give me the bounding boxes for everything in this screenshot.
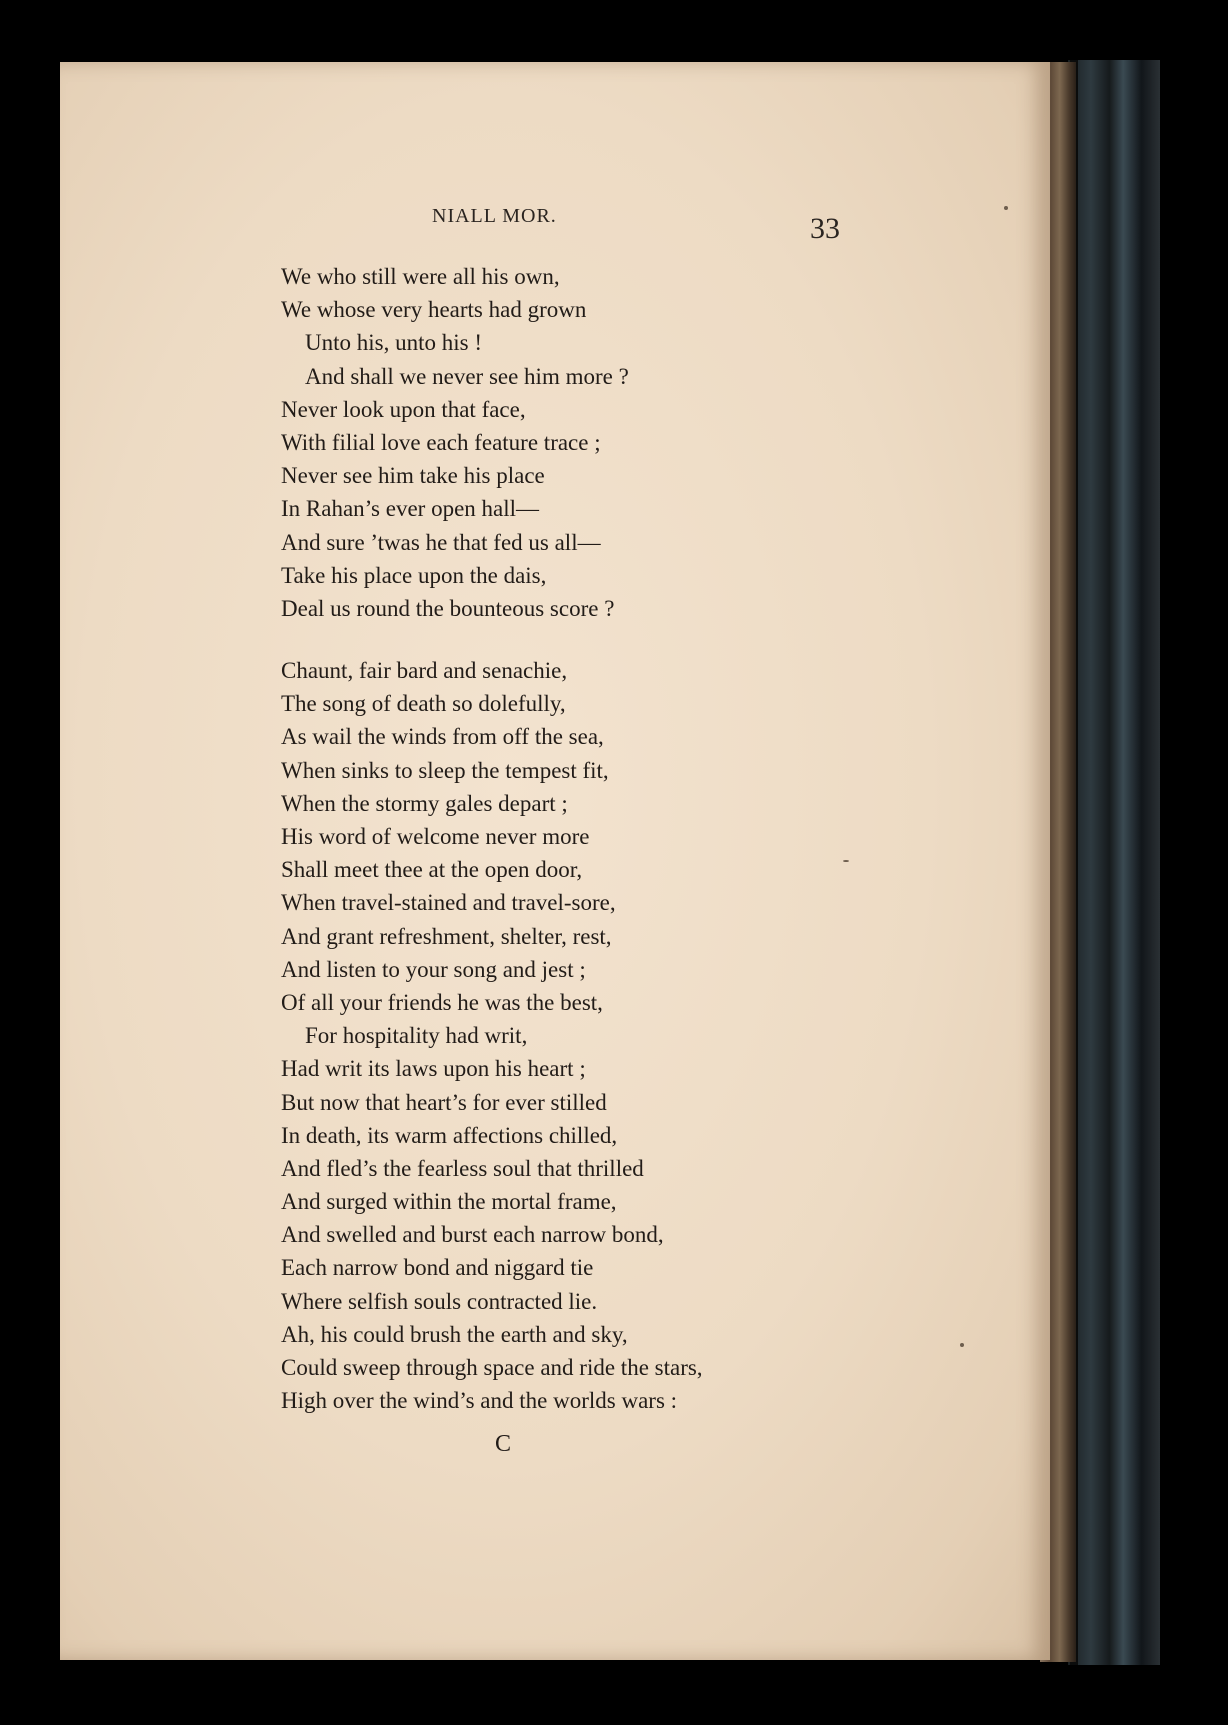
running-head: NIALL MOR. <box>432 205 557 227</box>
poem-line: In death, its warm affections chilled, <box>281 1122 618 1148</box>
poem-line: We whose very hearts had grown <box>281 297 587 323</box>
poem-line: Could sweep through space and ride the stars, <box>281 1355 703 1380</box>
page-number: 33 <box>810 212 840 245</box>
paper-speck <box>960 1343 964 1347</box>
poem-line: Never look upon that face, <box>281 396 526 422</box>
poem-line: Deal us round the bounteous score ? <box>281 595 615 621</box>
poem-line: And sure ’twas he that fed us all— <box>281 529 601 555</box>
poem-line: His word of welcome never more <box>281 824 590 849</box>
poem-line: And swelled and burst each narrow bond, <box>281 1222 664 1248</box>
poem-line: As wail the winds from off the sea, <box>281 724 604 750</box>
poem-line: And surged within the mortal frame, <box>281 1189 617 1215</box>
poem-line: And fled’s the fearless soul that thrilled <box>281 1155 644 1181</box>
stanza <box>281 654 841 1417</box>
poem-line: In Rahan’s ever open hall— <box>281 496 540 522</box>
book-cover <box>1068 60 1160 1665</box>
poem-line: Take his place upon the dais, <box>281 562 547 588</box>
poem-line: Chaunt, fair bard and senachie, <box>281 658 568 684</box>
poem-text <box>281 260 841 1417</box>
stanza <box>281 260 841 625</box>
poem-line: Each narrow bond and niggard tie <box>281 1255 594 1281</box>
poem-line: When sinks to sleep the tempest fit, <box>281 757 609 783</box>
poem-line: When travel-stained and travel-sore, <box>281 890 616 916</box>
poem-line: Shall meet thee at the open door, <box>281 857 583 883</box>
poem-line: When the stormy gales depart ; <box>281 790 568 816</box>
poem-line: Had writ its laws upon his heart ; <box>281 1056 586 1082</box>
poem-line: We who still were all his own, <box>281 264 560 289</box>
signature-mark: C <box>495 1431 512 1457</box>
poem-line: The song of death so dolefully, <box>281 691 566 717</box>
poem-line: High over the wind’s and the worlds wars : <box>281 1388 678 1414</box>
poem-line: But now that heart’s for ever stilled <box>281 1089 607 1115</box>
poem-line: Never see him take his place <box>281 463 545 489</box>
poem-line: And grant refreshment, shelter, rest, <box>281 923 612 949</box>
poem-line: Where selfish souls contracted lie. <box>281 1288 598 1314</box>
paper-speck <box>1004 206 1008 210</box>
poem-line: Of all your friends he was the best, <box>281 989 603 1015</box>
poem-line: With filial love each feature trace ; <box>281 429 601 455</box>
poem-line: And shall we never see him more ? <box>305 363 629 389</box>
paper-speck <box>843 860 849 862</box>
poem-line: Unto his, unto his ! <box>305 330 482 356</box>
poem-line: Ah, his could brush the earth and sky, <box>281 1321 628 1347</box>
poem-line: For hospitality had writ, <box>305 1023 528 1049</box>
poem-line: And listen to your song and jest ; <box>281 956 586 982</box>
